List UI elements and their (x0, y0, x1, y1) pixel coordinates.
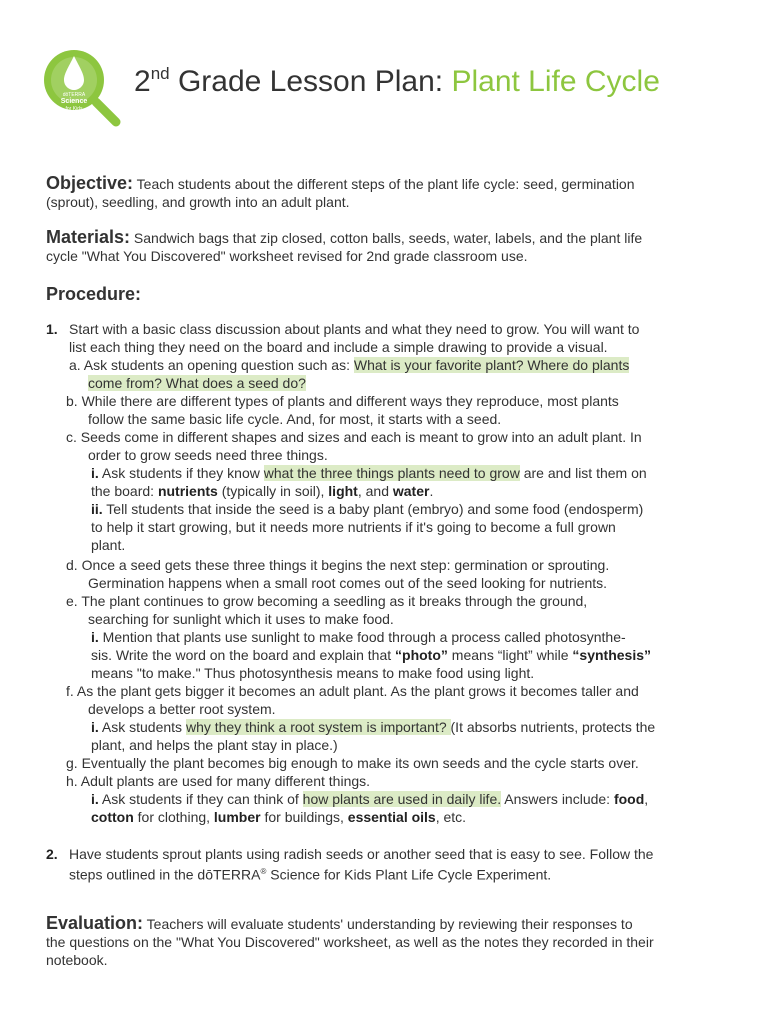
substep-e-cont: searching for sunlight which it uses to make food. (88, 611, 394, 627)
substep-e-i: i. Mention that plants use sunlight to make food through a process called photosynthe- (91, 629, 626, 645)
page-title: 2nd Grade Lesson Plan: Plant Life Cycle (134, 64, 660, 98)
substep-c-ii-cont: to help it start growing, but it needs more nutrients if it's going to become a full grown (91, 519, 616, 535)
substep-f: f. As the plant gets bigger it becomes an adult plant. As the plant grows it becomes taller and (66, 683, 639, 699)
step-1-line: list each thing they need on the board and include a simple drawing to provide a visual. (69, 339, 608, 355)
evaluation-section: Evaluation: Teachers will evaluate students' understanding by reviewing their responses to the questions on the "What You Discovered" worksheet, as well as the notes they recorded in their notebook. (46, 913, 654, 968)
substep-f-i: i. Ask students why they think a root system is important? (It absorbs nutrients, protects the (91, 719, 656, 735)
substep-b: b. While there are different types of plants and different ways they reproduce, most plants (66, 393, 619, 409)
highlight: what the three things plants need to grow (263, 465, 520, 481)
substep-a-cont (88, 374, 306, 392)
substep-e-i-cont: means "to make." Thus photosynthesis means to make food using light. (91, 665, 535, 681)
materials-section: Materials: Sandwich bags that zip closed, cotton balls, seeds, water, labels, and the plant life cycle "What You Discovered" worksheet revised for 2nd grade classroom use. (46, 227, 643, 264)
highlight: What is your favorite plant? Where do plants (353, 357, 630, 373)
substep-e-i-cont: sis. Write the word on the board and explain that “photo” means “light” while “synthesis” (91, 647, 651, 663)
substep-c-cont: order to grow seeds need three things. (88, 447, 328, 463)
svg-text:Science: Science (60, 98, 88, 105)
step-2-line: Have students sprout plants using radish seeds or another seed that is easy to see. Follow the (69, 846, 654, 862)
svg-text:for Kids: for Kids (65, 106, 83, 112)
procedure-heading: Procedure: (46, 284, 142, 304)
substep-c-i: i. Ask students if they know what the three things plants need to grow are and list them on (91, 465, 647, 481)
objective-heading: Objective: (46, 173, 134, 193)
substep-f-i-cont: plant, and helps the plant stay in place.) (91, 737, 338, 753)
science-for-kids-logo (40, 46, 122, 128)
substep-d: d. Once a seed gets these three things it begins the next step: germination or sprouting. (66, 557, 610, 573)
substep-c-i-cont: the board: nutrients (typically in soil), light, and water. (91, 483, 434, 499)
substep-e: e. The plant continues to grow becoming a seedling as it breaks through the ground, (66, 593, 588, 609)
substep-h-i-cont: cotton for clothing, lumber for buildings, essential oils, etc. (91, 809, 467, 825)
step-2: 2. (46, 846, 58, 862)
substep-c-ii: ii. Tell students that inside the seed is a baby plant (embryo) and some food (endosperm) (91, 501, 644, 517)
materials-heading: Materials: (46, 227, 131, 247)
substep-a: a. Ask students an opening question such as: What is your favorite plant? Where do plants (69, 357, 630, 373)
step-2-line: steps outlined in the dōTERRA® Science for Kids Plant Life Cycle Experiment. (69, 866, 552, 883)
highlight: why they think a root system is important? (185, 719, 451, 735)
evaluation-heading: Evaluation: (46, 913, 144, 933)
step-1: 1. (46, 321, 58, 337)
svg-text:dōTERRA: dōTERRA (62, 92, 86, 98)
substep-c-ii-cont: plant. (91, 537, 126, 553)
substep-f-cont: develops a better root system. (88, 701, 276, 717)
substep-h-i: i. Ask students if they can think of how plants are used in daily life. Answers include: food, (91, 791, 649, 807)
step-1-line: Start with a basic class discussion about plants and what they need to grow. You will want to (69, 321, 640, 337)
substep-b-cont: follow the same basic life cycle. And, for most, it starts with a seed. (88, 411, 502, 427)
highlight: how plants are used in daily life. (302, 791, 502, 807)
substep-g: g. Eventually the plant becomes big enough to make its own seeds and the cycle starts over. (66, 755, 639, 771)
substep-h: h. Adult plants are used for many different things. (66, 773, 371, 789)
objective-section: Objective: Teach students about the different steps of the plant life cycle: seed, germination (sprout), seedling, and growth into an adult plant. (46, 173, 635, 210)
substep-c: c. Seeds come in different shapes and sizes and each is meant to grow into an adult plant. In (66, 429, 642, 445)
highlight: come from? What does a seed do? (88, 375, 306, 391)
substep-d-cont: Germination happens when a small root comes out of the seed looking for nutrients. (88, 575, 608, 591)
